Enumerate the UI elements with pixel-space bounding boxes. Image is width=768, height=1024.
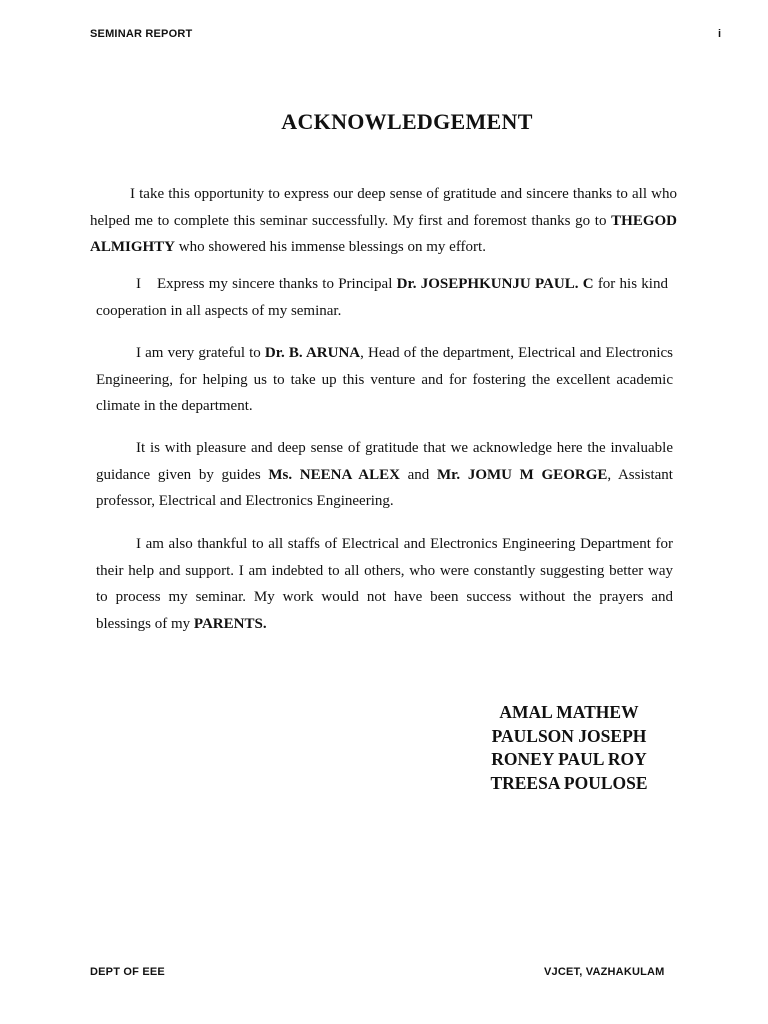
paragraph-text: and <box>399 466 437 483</box>
emphasis-text: PARENTS. <box>193 615 267 632</box>
paragraph-hod <box>96 340 673 420</box>
signatory-name: PAULSON JOSEPH <box>491 725 647 746</box>
paragraph-text: Express my sincere thanks to Principal <box>157 276 397 292</box>
paragraph-text: It is with pleasure and deep sense of gratitude that we acknowledge here the invaluable guidance given by guides <box>96 440 673 483</box>
paragraph-text: who showered his immense blessings on my effort. <box>175 239 486 255</box>
signatory-name: RONEY PAUL ROY <box>491 749 647 769</box>
emphasis-text: THEGOD ALMIGHTY <box>90 212 677 255</box>
paragraph-text: I <box>136 276 141 292</box>
paragraph-gratitude <box>90 181 677 261</box>
emphasis-text: Ms. NEENA ALEX <box>268 466 400 483</box>
paragraph-text: I take this opportunity to express our deep sense of gratitude and sincere thanks to all who helped me to complete this seminar successfully. My first and foremost thanks go to <box>90 186 677 229</box>
paragraph-text: I am very grateful to <box>136 345 265 361</box>
paragraph-text: for his kind cooperation in all aspects of my seminar. <box>96 276 668 319</box>
page-title: ACKNOWLEDGEMENT <box>281 109 533 134</box>
header-title: SEMINAR REPORT <box>90 28 193 40</box>
paragraph-text: , Head of the department, Electrical and Electronics Engineering, for helping us to take up this venture and for fostering the excellent academic climate in the department. <box>96 345 674 414</box>
paragraph-text: I am also thankful to all staffs of Electrical and Electronics Engineering Department for their help and support. I am indebted to all others, who were constantly suggesting better way to process my seminar. My work would not have been success without the prayers and blessings of my <box>96 536 673 632</box>
signatory-name: AMAL MATHEW <box>499 702 639 722</box>
page-number: i <box>718 28 722 40</box>
footer-department: DEPT OF EEE <box>90 966 165 978</box>
paragraph-principal <box>96 271 668 324</box>
paragraph-guides <box>96 435 673 515</box>
paragraph-text: , Assistant professor, Electrical and Electronics Engineering. <box>96 466 673 509</box>
emphasis-text: Dr. JOSEPHKUNJU PAUL. C <box>396 276 594 292</box>
signatory-list <box>484 701 654 795</box>
paragraph-staff <box>96 531 673 637</box>
footer-institution: VJCET, VAZHAKULAM <box>544 966 665 978</box>
signatory-name: TREESA POULOSE <box>490 772 648 793</box>
emphasis-text: Mr. JOMU M GEORGE <box>436 466 608 483</box>
emphasis-text: Dr. B. ARUNA <box>264 345 361 361</box>
